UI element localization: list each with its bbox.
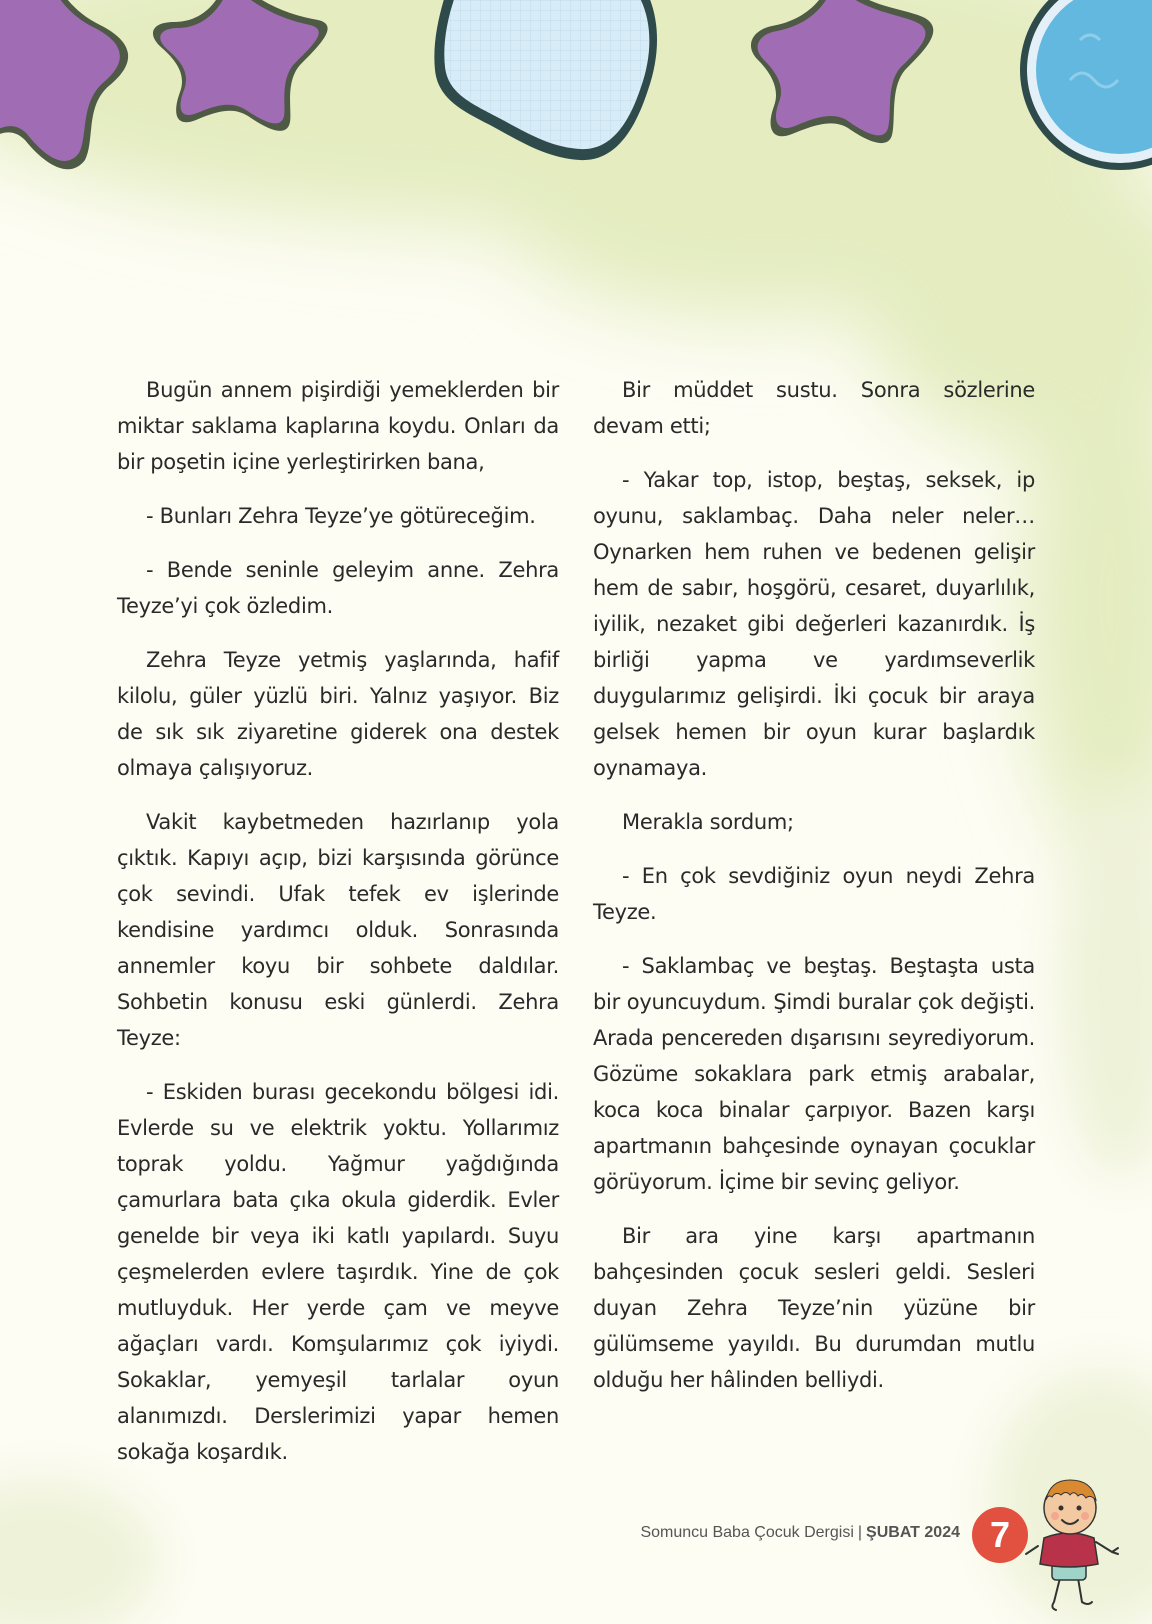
pool-icon	[434, 0, 657, 160]
paragraph: Merakla sordum;	[622, 810, 794, 834]
paragraph: - Eskiden burası gecekondu bölgesi idi. Evlerde su ve elektrik yoktu. Yollarımız toprak yoldu. Yağmur yağdığında çamurlara bata çıka okula giderdik. Evler genelde bir veya iki katlı yapılardı. Suyu çeşmelerden evlere taşırdık. Yine de çok mutluyduk. Her yerde çam ve meyve ağaçları vardı. Komşularımız çok iyiydi. Sokaklar, yemyeşil tarlalar oyun alanımızdı. Derslerimizi yapar hemen sokağa koşardık.	[117, 1080, 559, 1464]
paragraph: - Yakar top, istop, beştaş, seksek, ip oyunu, saklambaç. Daha neler neler… Oynarken hem ruhen ve bedenen gelişir hem de sabır, hoşgörü, cesaret, duyarlılık, iyilik, nezaket gibi değerleri kazanırdık. İş birliği yapma ve yardımseverlik duygularımız gelişirdi. İki çocuk bir araya gelsek hemen bir oyun kurar başlardık oynamaya.	[593, 468, 1035, 780]
article-right-column	[593, 372, 1035, 1416]
footer-separator: |	[857, 1524, 863, 1541]
kid-character-icon	[1020, 1476, 1130, 1616]
magazine-name: Somuncu Baba Çocuk Dergisi	[640, 1524, 854, 1541]
page-number: 7	[972, 1507, 1028, 1563]
paragraph: - Saklambaç ve beştaş. Beştaşta usta bir oyuncuydum. Şimdi buralar çok değişti. Arada pencereden dışarısını seyrediyorum. Gözüme sokaklara park etmiş arabalar, koca koca binalar çarpıyor. Bazen karşı apartmanın bahçesinde oynayan çocuklar görüyorum. İçime bir sevinç geliyor.	[593, 954, 1035, 1194]
header-decoration	[0, 0, 1152, 200]
starfish-icon	[153, 0, 328, 131]
paragraph: - En çok sevdiğiniz oyun neydi Zehra Teyze.	[593, 864, 1035, 924]
paragraph: - Bende seninle geleyim anne. Zehra Teyze’yi çok özledim.	[117, 558, 559, 618]
starfish-icon	[751, 0, 933, 143]
paragraph: Vakit kaybetmeden hazırlanıp yola çıktık. Kapıyı açıp, bizi karşısında görünce çok sevindi. Ufak tefek ev işlerinde kendisine yardımcı olduk. Sonrasında annemler koyu bir sohbete daldılar. Sohbetin konusu eski günlerdi. Zehra Teyze:	[117, 810, 559, 1050]
starfish-icon	[0, 0, 128, 169]
paragraph: Bugün annem pişirdiği yemeklerden bir miktar saklama kaplarına koydu. Onları da bir poşetin içine yerleştirirken bana,	[117, 378, 559, 474]
paragraph: Zehra Teyze yetmiş yaşlarında, hafif kilolu, güler yüzlü biri. Yalnız yaşıyor. Biz de sık sık ziyaretine giderek ona destek olmaya çalışıyoruz.	[117, 648, 559, 780]
pool-icon	[1020, 0, 1152, 170]
paragraph: - Bunları Zehra Teyze’ye götüreceğim.	[146, 504, 536, 528]
article-left-column	[117, 372, 559, 1488]
paragraph: Bir müddet sustu. Sonra sözlerine devam etti;	[593, 378, 1035, 438]
page-footer	[600, 1524, 960, 1542]
paragraph: Bir ara yine karşı apartmanın bahçesinden çocuk sesleri geldi. Sesleri duyan Zehra Teyze’nin yüzüne bir gülümseme yayıldı. Bu durumdan mutlu olduğu her hâlinden belliydi.	[593, 1224, 1035, 1392]
issue-date: ŞUBAT 2024	[866, 1524, 960, 1541]
